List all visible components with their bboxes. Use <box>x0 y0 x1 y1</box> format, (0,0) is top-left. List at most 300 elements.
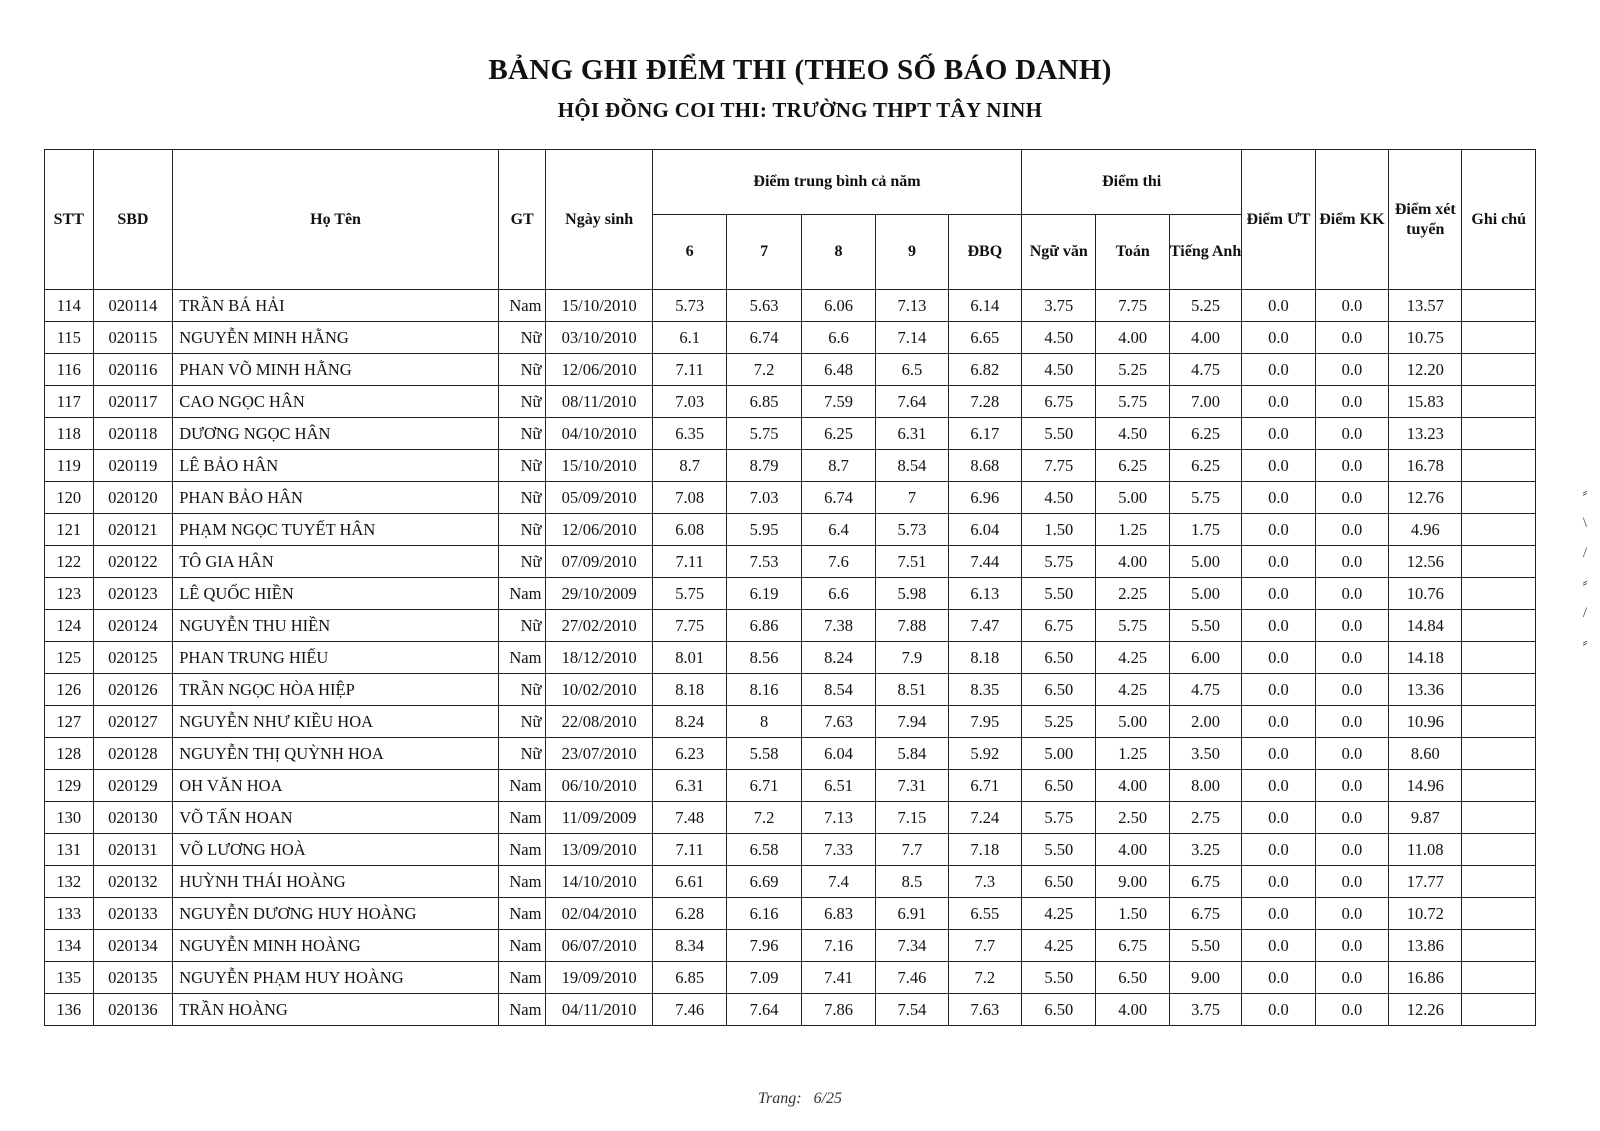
cell-gt: Nữ <box>498 354 546 386</box>
cell-dob: 19/09/2010 <box>546 962 652 994</box>
cell-grade-9: 7.15 <box>876 802 948 834</box>
cell-grade-7: 7.2 <box>727 354 801 386</box>
cell-grade-8: 7.13 <box>801 802 875 834</box>
cell-toan: 6.25 <box>1096 450 1169 482</box>
cell-toan: 4.25 <box>1096 642 1169 674</box>
cell-name: NGUYỄN PHẠM HUY HOÀNG <box>173 962 499 994</box>
cell-grade-7: 6.85 <box>727 386 801 418</box>
cell-diem-kk: 0.0 <box>1315 578 1388 610</box>
cell-grade-7: 7.09 <box>727 962 801 994</box>
cell-diem-xet-tuyen: 10.76 <box>1389 578 1462 610</box>
margin-scribble-marks: ⸗ \ / ⸗ / ⸗ <box>1582 485 1588 651</box>
cell-toan: 7.75 <box>1096 290 1169 322</box>
cell-ngu-van: 7.75 <box>1022 450 1096 482</box>
cell-grade-7: 6.74 <box>727 322 801 354</box>
cell-tieng-anh: 3.50 <box>1169 738 1241 770</box>
cell-grade-7: 5.95 <box>727 514 801 546</box>
cell-diem-ut: 0.0 <box>1242 834 1315 866</box>
cell-tieng-anh: 4.00 <box>1169 322 1241 354</box>
cell-grade-9: 6.31 <box>876 418 948 450</box>
cell-stt: 115 <box>45 322 94 354</box>
cell-ngu-van: 6.75 <box>1022 386 1096 418</box>
cell-gt: Nam <box>498 866 546 898</box>
cell-stt: 119 <box>45 450 94 482</box>
cell-ghi-chu <box>1462 674 1536 706</box>
cell-grade-8: 6.25 <box>801 418 875 450</box>
cell-diem-xet-tuyen: 12.56 <box>1389 546 1462 578</box>
table-row <box>45 290 1536 322</box>
cell-gt: Nam <box>498 290 546 322</box>
cell-toan: 2.25 <box>1096 578 1169 610</box>
header-ho-ten: Họ Tên <box>173 150 499 290</box>
cell-gt: Nữ <box>498 610 546 642</box>
cell-tieng-anh: 7.00 <box>1169 386 1241 418</box>
cell-stt: 135 <box>45 962 94 994</box>
cell-ngu-van: 4.50 <box>1022 482 1096 514</box>
cell-ngu-van: 4.25 <box>1022 930 1096 962</box>
header-group-diem-trung-binh: Điểm trung bình cả năm <box>652 150 1021 215</box>
cell-grade-7: 7.64 <box>727 994 801 1026</box>
cell-ngu-van: 5.75 <box>1022 802 1096 834</box>
cell-grade-6: 8.18 <box>652 674 726 706</box>
cell-stt: 127 <box>45 706 94 738</box>
table-row <box>45 706 1536 738</box>
cell-diem-ut: 0.0 <box>1242 386 1315 418</box>
cell-diem-ut: 0.0 <box>1242 290 1315 322</box>
cell-grade-8: 7.6 <box>801 546 875 578</box>
header-diem-kk: Điểm KK <box>1315 150 1388 290</box>
cell-ngu-van: 4.25 <box>1022 898 1096 930</box>
cell-grade-8: 7.41 <box>801 962 875 994</box>
cell-diem-ut: 0.0 <box>1242 514 1315 546</box>
cell-diem-xet-tuyen: 4.96 <box>1389 514 1462 546</box>
cell-tieng-anh: 5.75 <box>1169 482 1241 514</box>
cell-grade-6: 7.11 <box>652 354 726 386</box>
cell-diem-xet-tuyen: 8.60 <box>1389 738 1462 770</box>
cell-dbq: 8.68 <box>948 450 1021 482</box>
cell-diem-kk: 0.0 <box>1315 930 1388 962</box>
cell-dob: 04/11/2010 <box>546 994 652 1026</box>
cell-tieng-anh: 2.75 <box>1169 802 1241 834</box>
cell-toan: 9.00 <box>1096 866 1169 898</box>
cell-dbq: 7.28 <box>948 386 1021 418</box>
cell-tieng-anh: 5.00 <box>1169 546 1241 578</box>
cell-grade-6: 6.85 <box>652 962 726 994</box>
header-grade-8: 8 <box>801 215 875 290</box>
cell-grade-6: 7.11 <box>652 834 726 866</box>
cell-stt: 125 <box>45 642 94 674</box>
table-row <box>45 642 1536 674</box>
cell-diem-ut: 0.0 <box>1242 898 1315 930</box>
cell-dbq: 6.55 <box>948 898 1021 930</box>
cell-grade-6: 6.28 <box>652 898 726 930</box>
cell-stt: 132 <box>45 866 94 898</box>
cell-ghi-chu <box>1462 354 1536 386</box>
cell-dbq: 6.14 <box>948 290 1021 322</box>
cell-gt: Nam <box>498 770 546 802</box>
cell-dbq: 6.04 <box>948 514 1021 546</box>
cell-toan: 2.50 <box>1096 802 1169 834</box>
cell-toan: 1.50 <box>1096 898 1169 930</box>
cell-tieng-anh: 6.00 <box>1169 642 1241 674</box>
cell-grade-6: 5.75 <box>652 578 726 610</box>
cell-name: PHAN TRUNG HIẾU <box>173 642 499 674</box>
cell-grade-9: 7.64 <box>876 386 948 418</box>
cell-grade-9: 7.13 <box>876 290 948 322</box>
cell-grade-6: 5.73 <box>652 290 726 322</box>
cell-grade-9: 7.9 <box>876 642 948 674</box>
cell-gt: Nam <box>498 834 546 866</box>
cell-name: LÊ BẢO HÂN <box>173 450 499 482</box>
cell-grade-8: 7.33 <box>801 834 875 866</box>
cell-grade-7: 7.03 <box>727 482 801 514</box>
cell-grade-8: 6.48 <box>801 354 875 386</box>
cell-grade-6: 7.75 <box>652 610 726 642</box>
cell-grade-8: 7.63 <box>801 706 875 738</box>
cell-sbd: 020114 <box>93 290 173 322</box>
cell-dbq: 7.3 <box>948 866 1021 898</box>
cell-ghi-chu <box>1462 930 1536 962</box>
cell-stt: 124 <box>45 610 94 642</box>
cell-diem-kk: 0.0 <box>1315 418 1388 450</box>
cell-toan: 4.00 <box>1096 770 1169 802</box>
cell-diem-xet-tuyen: 12.20 <box>1389 354 1462 386</box>
cell-tieng-anh: 3.25 <box>1169 834 1241 866</box>
page-value: 6/25 <box>813 1090 843 1107</box>
cell-grade-8: 7.86 <box>801 994 875 1026</box>
cell-sbd: 020133 <box>93 898 173 930</box>
cell-ngu-van: 6.50 <box>1022 866 1096 898</box>
header-diem-ut: Điểm ƯT <box>1242 150 1315 290</box>
cell-grade-8: 8.7 <box>801 450 875 482</box>
cell-grade-6: 7.11 <box>652 546 726 578</box>
cell-diem-kk: 0.0 <box>1315 866 1388 898</box>
cell-diem-ut: 0.0 <box>1242 930 1315 962</box>
cell-ghi-chu <box>1462 994 1536 1026</box>
cell-sbd: 020117 <box>93 386 173 418</box>
cell-dob: 15/10/2010 <box>546 290 652 322</box>
cell-grade-6: 8.24 <box>652 706 726 738</box>
cell-ngu-van: 5.50 <box>1022 418 1096 450</box>
cell-diem-xet-tuyen: 10.75 <box>1389 322 1462 354</box>
cell-dob: 29/10/2009 <box>546 578 652 610</box>
cell-stt: 117 <box>45 386 94 418</box>
cell-sbd: 020131 <box>93 834 173 866</box>
cell-diem-xet-tuyen: 14.18 <box>1389 642 1462 674</box>
cell-grade-9: 8.5 <box>876 866 948 898</box>
cell-grade-6: 6.61 <box>652 866 726 898</box>
cell-ngu-van: 6.75 <box>1022 610 1096 642</box>
cell-dob: 02/04/2010 <box>546 898 652 930</box>
cell-grade-8: 7.16 <box>801 930 875 962</box>
cell-grade-8: 6.83 <box>801 898 875 930</box>
cell-toan: 6.50 <box>1096 962 1169 994</box>
cell-grade-8: 6.04 <box>801 738 875 770</box>
cell-diem-kk: 0.0 <box>1315 290 1388 322</box>
cell-dbq: 6.17 <box>948 418 1021 450</box>
table-row <box>45 834 1536 866</box>
cell-grade-9: 7.34 <box>876 930 948 962</box>
cell-gt: Nữ <box>498 322 546 354</box>
cell-dbq: 7.18 <box>948 834 1021 866</box>
cell-dbq: 5.92 <box>948 738 1021 770</box>
cell-stt: 134 <box>45 930 94 962</box>
cell-ngu-van: 5.50 <box>1022 834 1096 866</box>
cell-grade-9: 8.51 <box>876 674 948 706</box>
cell-ghi-chu <box>1462 834 1536 866</box>
cell-name: PHẠM NGỌC TUYẾT HÂN <box>173 514 499 546</box>
cell-dob: 27/02/2010 <box>546 610 652 642</box>
table-row <box>45 322 1536 354</box>
cell-ngu-van: 5.50 <box>1022 962 1096 994</box>
cell-ghi-chu <box>1462 514 1536 546</box>
cell-grade-6: 7.48 <box>652 802 726 834</box>
cell-tieng-anh: 5.25 <box>1169 290 1241 322</box>
cell-dbq: 6.71 <box>948 770 1021 802</box>
cell-dob: 23/07/2010 <box>546 738 652 770</box>
cell-grade-7: 8.56 <box>727 642 801 674</box>
cell-grade-7: 6.19 <box>727 578 801 610</box>
cell-diem-xet-tuyen: 10.72 <box>1389 898 1462 930</box>
cell-grade-9: 6.91 <box>876 898 948 930</box>
cell-stt: 121 <box>45 514 94 546</box>
header-ngay-sinh: Ngày sinh <box>546 150 652 290</box>
cell-diem-kk: 0.0 <box>1315 386 1388 418</box>
cell-ghi-chu <box>1462 418 1536 450</box>
cell-ghi-chu <box>1462 866 1536 898</box>
cell-grade-9: 7.88 <box>876 610 948 642</box>
cell-sbd: 020123 <box>93 578 173 610</box>
cell-diem-xet-tuyen: 10.96 <box>1389 706 1462 738</box>
cell-name: TRẦN NGỌC HÒA HIỆP <box>173 674 499 706</box>
cell-grade-9: 8.54 <box>876 450 948 482</box>
cell-toan: 5.75 <box>1096 610 1169 642</box>
cell-stt: 114 <box>45 290 94 322</box>
cell-stt: 126 <box>45 674 94 706</box>
cell-dbq: 6.96 <box>948 482 1021 514</box>
cell-toan: 4.00 <box>1096 834 1169 866</box>
cell-diem-ut: 0.0 <box>1242 770 1315 802</box>
cell-name: VÕ LƯƠNG HOÀ <box>173 834 499 866</box>
cell-grade-9: 5.73 <box>876 514 948 546</box>
cell-diem-ut: 0.0 <box>1242 482 1315 514</box>
cell-diem-ut: 0.0 <box>1242 322 1315 354</box>
cell-dob: 12/06/2010 <box>546 354 652 386</box>
table-row <box>45 802 1536 834</box>
cell-sbd: 020122 <box>93 546 173 578</box>
cell-grade-8: 7.38 <box>801 610 875 642</box>
table-row <box>45 482 1536 514</box>
header-dbq: ĐBQ <box>948 215 1021 290</box>
cell-ngu-van: 4.50 <box>1022 322 1096 354</box>
cell-name: NGUYỄN DƯƠNG HUY HOÀNG <box>173 898 499 930</box>
cell-diem-xet-tuyen: 13.36 <box>1389 674 1462 706</box>
cell-diem-ut: 0.0 <box>1242 354 1315 386</box>
cell-sbd: 020127 <box>93 706 173 738</box>
cell-sbd: 020125 <box>93 642 173 674</box>
table-row <box>45 866 1536 898</box>
cell-name: CAO NGỌC HÂN <box>173 386 499 418</box>
cell-grade-6: 8.34 <box>652 930 726 962</box>
cell-stt: 133 <box>45 898 94 930</box>
table-row <box>45 450 1536 482</box>
cell-dob: 06/10/2010 <box>546 770 652 802</box>
cell-sbd: 020126 <box>93 674 173 706</box>
cell-sbd: 020116 <box>93 354 173 386</box>
cell-ghi-chu <box>1462 610 1536 642</box>
cell-name: OH VĂN HOA <box>173 770 499 802</box>
cell-ngu-van: 5.50 <box>1022 578 1096 610</box>
document-subtitle: HỘI ĐỒNG COI THI: TRƯỜNG THPT TÂY NINH <box>557 98 1043 122</box>
table-row <box>45 898 1536 930</box>
cell-ghi-chu <box>1462 546 1536 578</box>
cell-dob: 11/09/2009 <box>546 802 652 834</box>
cell-grade-6: 7.08 <box>652 482 726 514</box>
table-row <box>45 578 1536 610</box>
cell-gt: Nữ <box>498 514 546 546</box>
cell-diem-xet-tuyen: 12.76 <box>1389 482 1462 514</box>
cell-name: PHAN BẢO HÂN <box>173 482 499 514</box>
cell-toan: 5.25 <box>1096 354 1169 386</box>
table-row <box>45 610 1536 642</box>
cell-name: TRẦN HOÀNG <box>173 994 499 1026</box>
cell-ngu-van: 5.25 <box>1022 706 1096 738</box>
cell-sbd: 020136 <box>93 994 173 1026</box>
cell-dbq: 6.65 <box>948 322 1021 354</box>
cell-diem-ut: 0.0 <box>1242 994 1315 1026</box>
cell-toan: 4.00 <box>1096 546 1169 578</box>
cell-grade-9: 7.7 <box>876 834 948 866</box>
cell-dbq: 7.95 <box>948 706 1021 738</box>
cell-diem-kk: 0.0 <box>1315 482 1388 514</box>
cell-diem-xet-tuyen: 15.83 <box>1389 386 1462 418</box>
cell-diem-kk: 0.0 <box>1315 674 1388 706</box>
cell-stt: 118 <box>45 418 94 450</box>
cell-grade-6: 8.7 <box>652 450 726 482</box>
cell-sbd: 020119 <box>93 450 173 482</box>
cell-toan: 4.00 <box>1096 322 1169 354</box>
cell-diem-kk: 0.0 <box>1315 994 1388 1026</box>
cell-stt: 128 <box>45 738 94 770</box>
cell-tieng-anh: 6.25 <box>1169 418 1241 450</box>
cell-tieng-anh: 5.50 <box>1169 610 1241 642</box>
cell-dob: 15/10/2010 <box>546 450 652 482</box>
cell-dob: 14/10/2010 <box>546 866 652 898</box>
cell-diem-ut: 0.0 <box>1242 642 1315 674</box>
cell-name: TRẦN BÁ HẢI <box>173 290 499 322</box>
cell-ghi-chu <box>1462 898 1536 930</box>
cell-dob: 10/02/2010 <box>546 674 652 706</box>
cell-diem-xet-tuyen: 13.86 <box>1389 930 1462 962</box>
cell-diem-xet-tuyen: 11.08 <box>1389 834 1462 866</box>
table-body <box>45 290 1536 1026</box>
cell-dbq: 7.7 <box>948 930 1021 962</box>
cell-diem-kk: 0.0 <box>1315 610 1388 642</box>
cell-dob: 18/12/2010 <box>546 642 652 674</box>
cell-name: NGUYỄN THỊ QUỲNH HOA <box>173 738 499 770</box>
cell-grade-9: 6.5 <box>876 354 948 386</box>
cell-sbd: 020120 <box>93 482 173 514</box>
cell-diem-kk: 0.0 <box>1315 322 1388 354</box>
header-grade-7: 7 <box>727 215 801 290</box>
cell-ghi-chu <box>1462 322 1536 354</box>
cell-diem-xet-tuyen: 12.26 <box>1389 994 1462 1026</box>
header-gt: GT <box>498 150 546 290</box>
cell-stt: 123 <box>45 578 94 610</box>
cell-ghi-chu <box>1462 450 1536 482</box>
header-group-diem-thi: Điểm thi <box>1022 150 1242 215</box>
cell-toan: 4.00 <box>1096 994 1169 1026</box>
cell-grade-7: 5.58 <box>727 738 801 770</box>
cell-grade-8: 7.4 <box>801 866 875 898</box>
cell-ngu-van: 3.75 <box>1022 290 1096 322</box>
cell-grade-7: 8.79 <box>727 450 801 482</box>
cell-name: DƯƠNG NGỌC HÂN <box>173 418 499 450</box>
cell-stt: 120 <box>45 482 94 514</box>
document-title: BẢNG GHI ĐIỂM THI (THEO SỐ BÁO DANH) <box>488 54 1112 86</box>
cell-gt: Nữ <box>498 738 546 770</box>
cell-gt: Nam <box>498 994 546 1026</box>
cell-dob: 07/09/2010 <box>546 546 652 578</box>
cell-dob: 22/08/2010 <box>546 706 652 738</box>
cell-diem-kk: 0.0 <box>1315 450 1388 482</box>
cell-name: NGUYỄN MINH HẰNG <box>173 322 499 354</box>
cell-name: PHAN VÕ MINH HẰNG <box>173 354 499 386</box>
cell-diem-ut: 0.0 <box>1242 578 1315 610</box>
cell-diem-kk: 0.0 <box>1315 738 1388 770</box>
cell-ngu-van: 6.50 <box>1022 770 1096 802</box>
cell-dbq: 7.47 <box>948 610 1021 642</box>
cell-name: NGUYỄN NHƯ KIỀU HOA <box>173 706 499 738</box>
cell-toan: 4.50 <box>1096 418 1169 450</box>
cell-tieng-anh: 6.25 <box>1169 450 1241 482</box>
cell-stt: 136 <box>45 994 94 1026</box>
cell-grade-7: 8 <box>727 706 801 738</box>
cell-ghi-chu <box>1462 770 1536 802</box>
cell-grade-9: 7.54 <box>876 994 948 1026</box>
cell-dbq: 7.44 <box>948 546 1021 578</box>
cell-dob: 12/06/2010 <box>546 514 652 546</box>
cell-diem-kk: 0.0 <box>1315 706 1388 738</box>
cell-diem-kk: 0.0 <box>1315 834 1388 866</box>
cell-ghi-chu <box>1462 738 1536 770</box>
cell-diem-ut: 0.0 <box>1242 546 1315 578</box>
cell-diem-ut: 0.0 <box>1242 418 1315 450</box>
cell-tieng-anh: 1.75 <box>1169 514 1241 546</box>
header-diem-xet-tuyen: Điểm xét tuyển <box>1389 150 1462 290</box>
cell-tieng-anh: 5.50 <box>1169 930 1241 962</box>
cell-toan: 1.25 <box>1096 514 1169 546</box>
cell-diem-xet-tuyen: 17.77 <box>1389 866 1462 898</box>
cell-gt: Nữ <box>498 546 546 578</box>
cell-diem-ut: 0.0 <box>1242 450 1315 482</box>
cell-ghi-chu <box>1462 482 1536 514</box>
cell-grade-6: 8.01 <box>652 642 726 674</box>
cell-dbq: 7.2 <box>948 962 1021 994</box>
cell-grade-7: 7.2 <box>727 802 801 834</box>
cell-diem-kk: 0.0 <box>1315 898 1388 930</box>
cell-dob: 08/11/2010 <box>546 386 652 418</box>
cell-grade-7: 6.69 <box>727 866 801 898</box>
table-row <box>45 418 1536 450</box>
cell-sbd: 020118 <box>93 418 173 450</box>
cell-ngu-van: 6.50 <box>1022 994 1096 1026</box>
cell-gt: Nữ <box>498 674 546 706</box>
cell-sbd: 020134 <box>93 930 173 962</box>
cell-stt: 122 <box>45 546 94 578</box>
cell-dob: 04/10/2010 <box>546 418 652 450</box>
cell-tieng-anh: 4.75 <box>1169 674 1241 706</box>
